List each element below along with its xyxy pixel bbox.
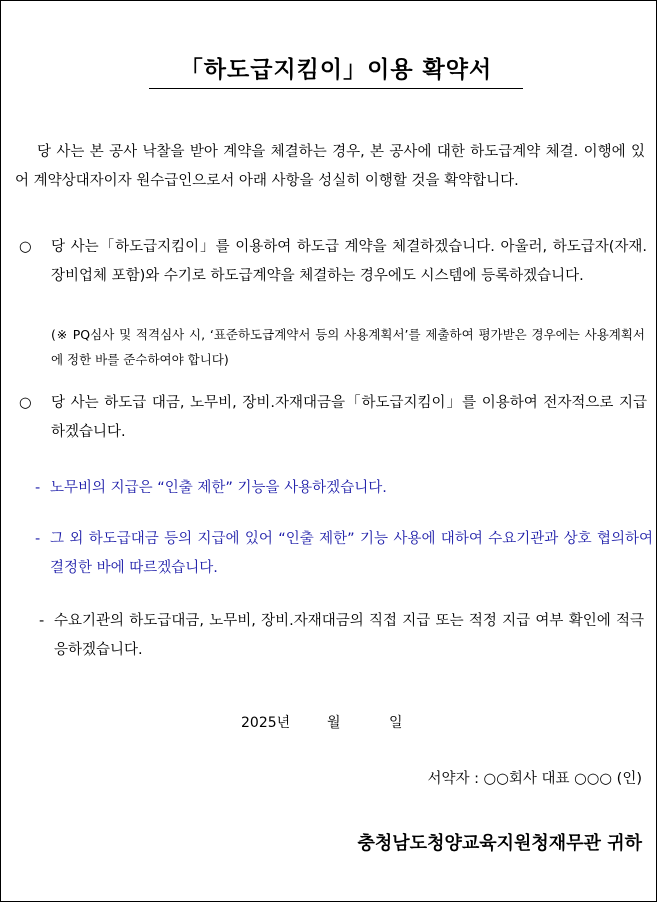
sub-item-3 bbox=[39, 607, 644, 665]
document-title: 「하도급지킴이」이용 확약서 bbox=[149, 51, 523, 89]
signer-line: 서약자 : ○○회사 대표 ○○○ (인) bbox=[427, 771, 642, 787]
date-month: 월 bbox=[327, 715, 341, 731]
recipient-line: 충청남도청양교육지원청재무관 귀하 bbox=[357, 833, 642, 854]
sub-item-2 bbox=[35, 525, 653, 583]
intro-paragraph: 당 사는 본 공사 낙찰을 받아 계약을 체결하는 경우, 본 공사에 대한 하도급계약 체결. 이행에 있어 계약상대자이자 원수급인으로서 아래 사항을 성실히 이행할 것을 확약합니다. bbox=[15, 144, 645, 189]
circle-bullet-icon: ○ bbox=[19, 239, 32, 255]
pledge-item-1 bbox=[19, 233, 647, 291]
date-year: 2025년 bbox=[241, 715, 291, 731]
sub-item-2-text: 그 외 하도급대금 등의 지급에 있어 “인출 제한” 기능 사용에 대하여 수요기관과 상호 협의하여 결정한 바에 따르겠습니다. bbox=[50, 531, 653, 576]
pledge-item-2-text: 당 사는 하도급 대금, 노무비, 장비.자재대금을「하도급지킴이」를 이용하여 전자적으로 지급하겠습니다. bbox=[51, 395, 647, 440]
pledge-item-1-note: (※ PQ심사 및 적격심사 시, ‘표준하도급계약서 등의 사용계획서’를 제출하여 평가받은 경우에는 사용계획서에 정한 바를 준수하여야 합니다) bbox=[51, 327, 645, 367]
date-day: 일 bbox=[389, 715, 403, 731]
circle-bullet-icon: ○ bbox=[19, 395, 32, 411]
dash-bullet: - bbox=[39, 613, 45, 629]
dash-bullet: - bbox=[35, 531, 41, 547]
sub-item-1-text: 노무비의 지급은 “인출 제한” 기능을 사용하겠습니다. bbox=[50, 480, 387, 496]
dash-bullet: - bbox=[35, 480, 41, 496]
signature-date bbox=[241, 712, 403, 732]
pledge-item-1-text: 당 사는「하도급지킴이」를 이용하여 하도급 계약을 체결하겠습니다. 아울러, 하도급자(자재.장비업체 포함)와 수기로 하도급계약을 체결하는 경우에도 시스템에 등록하겠습니다. bbox=[51, 239, 647, 284]
pledge-item-2 bbox=[19, 389, 647, 447]
sub-item-1 bbox=[35, 474, 650, 503]
sub-item-3-text: 수요기관의 하도급대금, 노무비, 장비.자재대금의 직접 지급 또는 적정 지급 여부 확인에 적극 응하겠습니다. bbox=[54, 613, 644, 658]
